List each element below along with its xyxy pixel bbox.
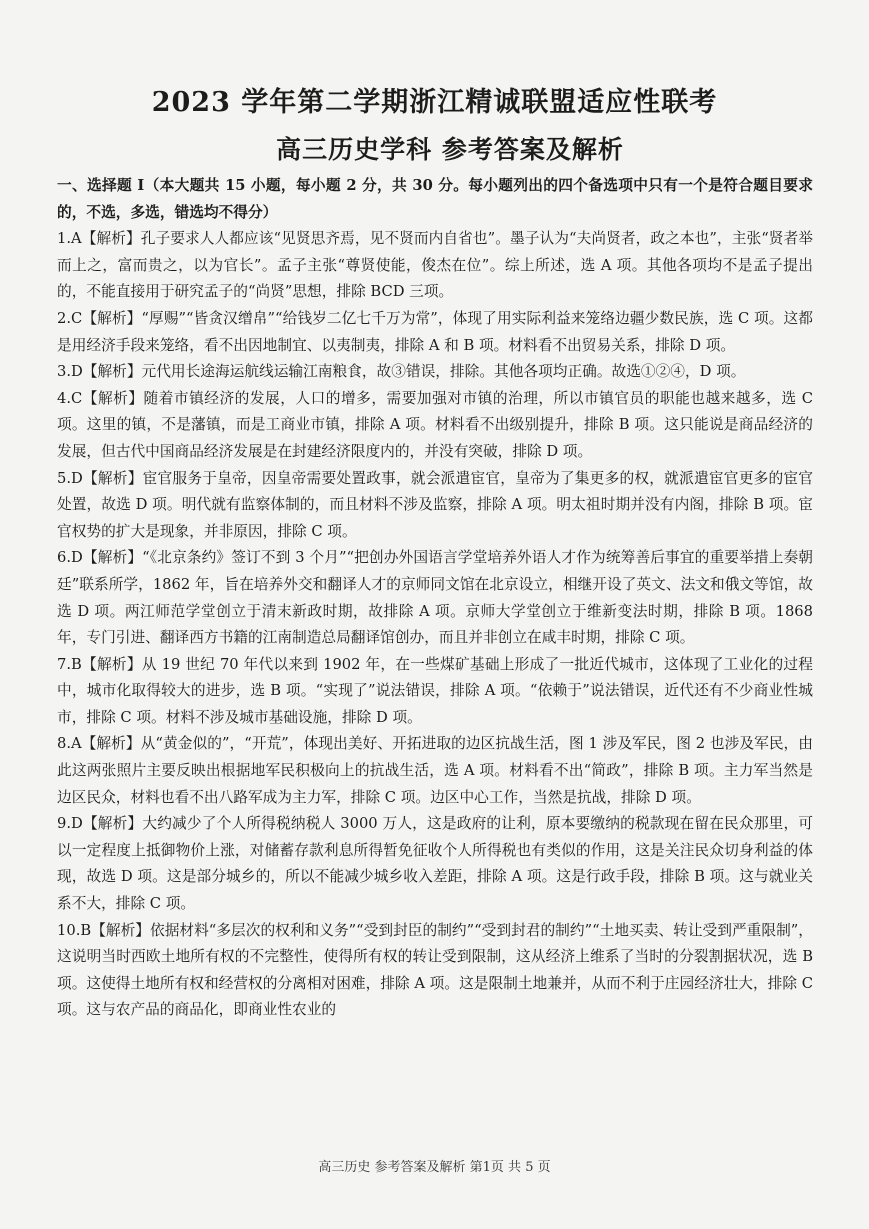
answer-item-3: 3.D【解析】元代用长途海运航线运输江南粮食，故③错误，排除。其他各项均正确。故选①②④，D 项。 xyxy=(57,363,746,381)
page-footer: 高三历史 参考答案及解析 第1页 共 5 页 xyxy=(318,1160,551,1175)
answer-item-8: 8.A【解析】从“黄金似的”，“开荒”，体现出美好、开拓进取的边区抗战生活，图 1 涉及军民，图 2 也涉及军民，由此这两张照片主要反映出根据地军民积极向上的抗战生活，选 A 项。材料看不出“简政”，排除 B 项。主力军当然是边区民众，材料也看不出八路军成为主力军，排除 C 项。边区中心工作，当然是抗战，排除 D 项。 xyxy=(57,735,813,806)
answer-item-7: 7.B【解析】从 19 世纪 70 年代以来到 1902 年，在一些煤矿基础上形成了一批近代城市，这体现了工业化的过程中，城市化取得较大的进步，选 B 项。“实现了”说法错误，排除 A 项。“依赖于”说法错误，近代还有不少商业性城市，排除 C 项。材料不涉及城市基础设施，排除 D 项。 xyxy=(57,655,813,726)
answer-item-4: 4.C【解析】随着市镇经济的发展，人口的增多，需要加强对市镇的治理，所以市镇官员的职能也越来越多，选 C 项。这里的镇，不是藩镇，而是工商业市镇，排除 A 项。材料看不出级别提升，排除 B 项。这只能说是商品经济的发展，但古代中国商品经济发展是在封建经济限度内的，并没有突破，排除 D 项。 xyxy=(57,389,813,460)
answer-content xyxy=(57,173,813,1024)
page-title: 2023 学年第二学期浙江精诚联盟适应性联考 xyxy=(151,87,718,118)
answer-item-9: 9.D【解析】大约减少了个人所得税纳税人 3000 万人，这是政府的让利，原本要缴纳的税款现在留在民众那里，可以一定程度上抵御物价上涨，对储蓄存款利息所得暂免征收个人所得税也有类似的作用，这是关注民众切身利益的体现，故选 D 项。这是部分城乡的，所以不能减少城乡收入差距，排除 A 项。这是行政手段，排除 B 项。这与就业关系不大，排除 C 项。 xyxy=(57,815,813,913)
page-subtitle: 高三历史学科 参考答案及解析 xyxy=(276,135,624,164)
answer-item-1: 1.A【解析】孔子要求人人都应该“见贤思齐焉，见不贤而内自省也”。墨子认为“夫尚贤者，政之本也”，主张“贤者举而上之，富而贵之，以为官长”。孟子主张“尊贤使能，俊杰在位”。综上所述，选 A 项。其他各项均不是孟子提出的，不能直接用于研究孟子的“尚贤”思想，排除 BCD 三项。 xyxy=(57,230,813,301)
answer-item-5: 5.D【解析】宦官服务于皇帝，因皇帝需要处置政事，就会派遣宦官，皇帝为了集更多的权，就派遣宦官更多的宦官处置，故选 D 项。明代就有监察体制的，而且材料不涉及监察，排除 A 项。明太祖时期并没有内阁，排除 B 项。宦官权势的扩大是现象，并非原因，排除 C 项。 xyxy=(57,469,813,540)
answer-item-10: 10.B【解析】依据材料“多层次的权利和义务”“受到封臣的制约”“受到封君的制约”“土地买卖、转让受到严重限制”，这说明当时西欧土地所有权的不完整性，使得所有权的转让受到限制，这从经济上维系了当时的分裂割据状况，选 B 项。这使得土地所有权和经营权的分离相对困难，排除 A 项。这是限制土地兼并，从而不利于庄园经济壮大，排除 C 项。这与农产品的商品化，即商业性农业的 xyxy=(57,921,813,1019)
answer-item-6: 6.D【解析】“《北京条约》签订不到 3 个月”“把创办外国语言学堂培养外语人才作为统筹善后事宜的重要举措上奏朝廷”联系所学，1862 年，旨在培养外交和翻译人才的京师同文馆在北京设立，相继开设了英文、法文和俄文等馆，故选 D 项。两江师范学堂创立于清末新政时期，故排除 A 项。京师大学堂创立于维新变法时期，排除 B 项。1868 年，专门引进、翻译西方书籍的江南制造总局翻译馆创办，而且并非创立在咸丰时期，排除 C 项。 xyxy=(57,549,813,647)
section-heading: 一、选择题 I（本大题共 15 小题，每小题 2 分，共 30 分。每小题列出的四个备选项中只有一个是符合题目要求的，不选，多选，错选均不得分） xyxy=(57,177,813,221)
answer-item-2: 2.C【解析】“厚赐”“皆贪汉缯帛”“给钱岁二亿七千万为常”，体现了用实际利益来笼络边疆少数民族，选 C 项。这都是用经济手段来笼络，看不出因地制宜、以夷制夷，排除 A 和 B 项。材料看不出贸易关系，排除 D 项。 xyxy=(57,309,813,354)
